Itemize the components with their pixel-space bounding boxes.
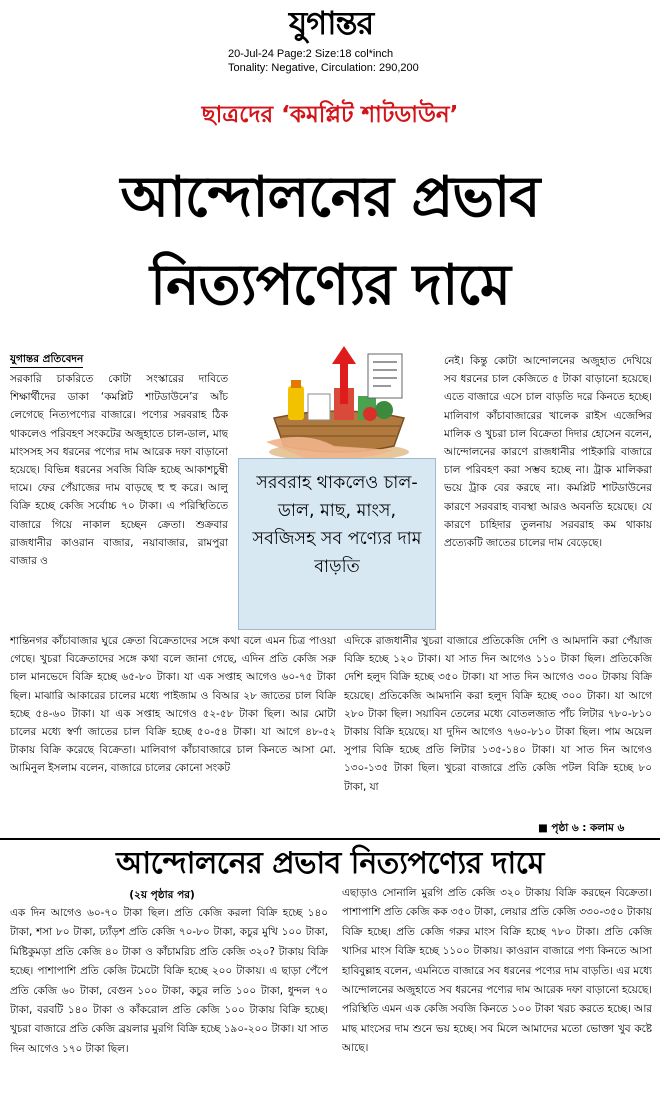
continuation-headline: আন্দোলনের প্রভাব নিত্যপণ্যের দামে <box>116 846 544 881</box>
section-divider <box>0 838 660 840</box>
article-column-lower-left: শান্তিনগর কাঁচাবাজার ঘুরে ক্রেতা বিক্রেতাদের সঙ্গে কথা বলে এমন চিত্র পাওয়া গেছে। খুচরা বিক্রেতাদের সঙ্গে কথা বলে জানা গেছে, এদিন প্রতি কেজি সরু চাল মানভেদে বিক্রি হচ্ছে ৬৫-৮০ টাকা। যা এক সপ্তাহ আগেও ৬০-৭৫ টাকা ছিল। মাঝারি আকারের চালের মধ্যে পাইজাম ও বিআর ২৮ জাতের চাল বিক্রি হচ্ছে ৫৪-৬০ টাকা। যা এক সপ্তাহ আগেও ৫২-৫৮ টাকা ছিল। আর মোটা চালের মধ্যে স্বর্ণা জাতের চাল বিক্রি হচ্ছে ৫০-৫৪ টাকা। যা আগে ৪৮-৫২ টাকায় বিক্রি করেছে বিক্রেতা। মালিবাগ কাঁচাবাজারে চাল কিনতে আসা মো. আমিনুল ইসলাম বলেন, বাজারে চালের কোনো সংকট <box>10 635 336 775</box>
continuation-column-right: এছাড়াও সোনালি মুরগি প্রতি কেজি ৩২০ টাকায় বিক্রি করছেন বিক্রেতা। পাশাপাশি প্রতি কেজি কক ৩৫০ টাকা, লেয়ার প্রতি কেজি ৩৩০-৩৫০ টাকায় বিক্রি হচ্ছে। প্রতি কেজি গরুর মাংস বিক্রি হচ্ছে ৭৮০ টাকা। প্রতি কেজি খাসির মাংস বিক্রি হচ্ছে ১১০০ টাকায়। কাওরান বাজারে পণ্য কিনতে আসা হাবিবুল্লাহ বলেন, এমনিতে বাজারে সব ধরনের পণ্যের দাম বাড়তি। এর মধ্যে আন্দোলনের অজুহাতে সব ধরনের পণ্যের দাম আরেক দফা বাড়ানো হয়েছে। পরিস্থিতি এমন এক কেজি সবজি কিনতে ১০০ টাকা খরচ করতে হচ্ছে। আর মাছ মাংসের দাম শুনে ভয় হচ্ছে। সব মিলে আমাদের মতো ভোক্তা খুব কষ্টে আছে। <box>342 887 652 1055</box>
clipping-meta-date: 20-Jul-24 Page:2 Size:18 col*inch <box>228 48 394 60</box>
article-column-right: নেই। কিন্তু কোটা আন্দোলনের অজুহাত দেখিয়ে সব ধরনের চাল কেজিতে ৫ টাকা বাড়ানো হয়েছে। এতে বাজারে এসে চাল বাড়তি দরে কিনতে হচ্ছে। মালিবাগ কাঁচাবাজারের খালেক রাইস এজেন্সির মালিক ও খুচরা চাল বিক্রেতা দিদার হোসেন বলেন, আন্দোলনের কারণে রাজধানীর পাইকারি বাজারে চাল পরিবহণ করা সম্ভব হচ্ছে না। ট্রাক মালিকরা ভয়ে ট্রাক বের করছে না। কমপ্লিট শাটডাউনের কারণে সরবরাহ ব্যবস্থা আরও অবনতি হয়েছে। যে কারণে চাহিদার তুলনায় সরবরাহ কম থাকায় প্রত্যেকটি জাতের চালের দাম বেড়েছে। <box>444 355 652 550</box>
clipping-meta-tonality: Tonality: Negative, Circulation: 290,200 <box>228 62 419 74</box>
continuation-column-left: এক দিন আগেও ৬০-৭০ টাকা ছিল। প্রতি কেজি করলা বিক্রি হচ্ছে ১৪০ টাকা, শসা ৮০ টাকা, ঢ্যাঁড়শ প্রতি কেজি ৭০-৮০ টাকা, কচুর মুখি ১০০ টাকা, মিষ্টিকুমড়া প্রতি কেজি ৪০ টাকা ও কাঁচামরিচ প্রতি কেজি ৩২০? টাকায় বিক্রি হচ্ছে। পাশাপাশি প্রতি কেজি টমেটো বিক্রি হচ্ছে ২০০ টাকায়। এ ছাড়া পেঁপে প্রতি কেজি ৬০ টাকা, বেগুন ১০০ টাকা, কচুর লতি ১০০ টাকা, ধুন্দল ৭০ টাকা, বরবটি ১৪০ টাকা ও কাঁকরোল প্রতি কেজি ১০০ টাকায় বিক্রি হচ্ছে। খুচরা বাজারে প্রতি কেজি ব্রয়লার মুরগি বিক্রি হচ্ছে ১৯০-২০০ টাকা। যা সাত দিন আগেও ১৭০ টাকা ছিল। <box>10 907 328 1055</box>
grocery-basket-price-rise-icon <box>244 346 434 464</box>
headline-line-2: নিত্যপণ্যের দামে <box>150 253 510 318</box>
kicker: ছাত্রদের ‘কমপ্লিট শাটডাউন’ <box>201 102 459 128</box>
newspaper-logo: যুগান্তর <box>288 4 374 42</box>
byline: যুগান্তর প্রতিবেদন <box>10 352 83 368</box>
article-column-lower-right: এদিকে রাজধানীর খুচরা বাজারে প্রতিকেজি দেশি ও আমদানি করা পেঁয়াজ বিক্রি হচ্ছে ১২০ টাকা। যা সাত দিন আগেও ১১০ টাকা ছিল। প্রতিকেজি দেশি হলুদ বিক্রি হচ্ছে ৩৫০ টাকা। যা সাত দিন আগেও ৩০০ টাকায় বিক্রি হয়েছে। প্রতিকেজি আমদানি করা হলুদ বিক্রি হচ্ছে ৩০০ টাকা। যা আগে ২৮০ টাকা ছিল। সয়াবিন তেলের মধ্যে বোতলজাত পাঁচ লিটার ৭৮০-৮১০ টাকায় বিক্রি হয়েছে। যা দুদিন আগেও ৭৬০-৮১০ টাকা ছিল। পাম অয়েল সুপার বিক্রি হচ্ছে প্রতি লিটার ১৩৫-১৪০ টাকা। যা সাত দিন আগেও ১৩০-১৩৫ টাকা ছিল। খুচরা বাজারে প্রতি কেজি পটল বিক্রি হচ্ছে ৮০ টাকা, যা <box>344 635 652 793</box>
masthead <box>0 0 660 74</box>
continued-from-label: (২য় পৃষ্ঠার পর) <box>129 889 195 901</box>
highlight-box: সরবরাহ থাকলেও চাল-ডাল, মাছ, মাংস, সবজিসহ সব পণ্যের দাম বাড়তি <box>238 458 436 630</box>
article-column-left: সরকারি চাকরিতে কোটা সংস্কারের দাবিতে শিক্ষার্থীদের ডাকা ‘কমপ্লিট শাটডাউনে’র আঁচ লেগেছে নিত্যপণ্যের বাজারে। পণ্যের সরবরাহ ঠিক থাকলেও পরিবহণ সংকটের অজুহাতে চাল-ডাল, মাছ মাংসসহ সব ধরনের পণ্যের দাম আরেক দফা বাড়ানো হয়েছে। বিভিন্ন ধরনের সবজি বিক্রি হচ্ছে আকাশচুম্বী দামে। ফের পেঁয়াজের দাম বাড়ছে হু হু করে। আলু বিক্রি হচ্ছে কেজি সর্বোচ্চ ৭০ টাকা। এ পরিস্থিতিতে বাজারে গিয়ে নাকাল হচ্ছেন ক্রেতা। শুক্রবার রাজধানীর কাওরান বাজার, নয়াবাজার, রামপুরা বাজার ও <box>10 373 228 568</box>
headline-line-1: আন্দোলনের প্রভাব <box>120 165 540 230</box>
continued-on-page-label: ■ পৃষ্ঠা ৬ : কলাম ৬ <box>538 822 625 834</box>
